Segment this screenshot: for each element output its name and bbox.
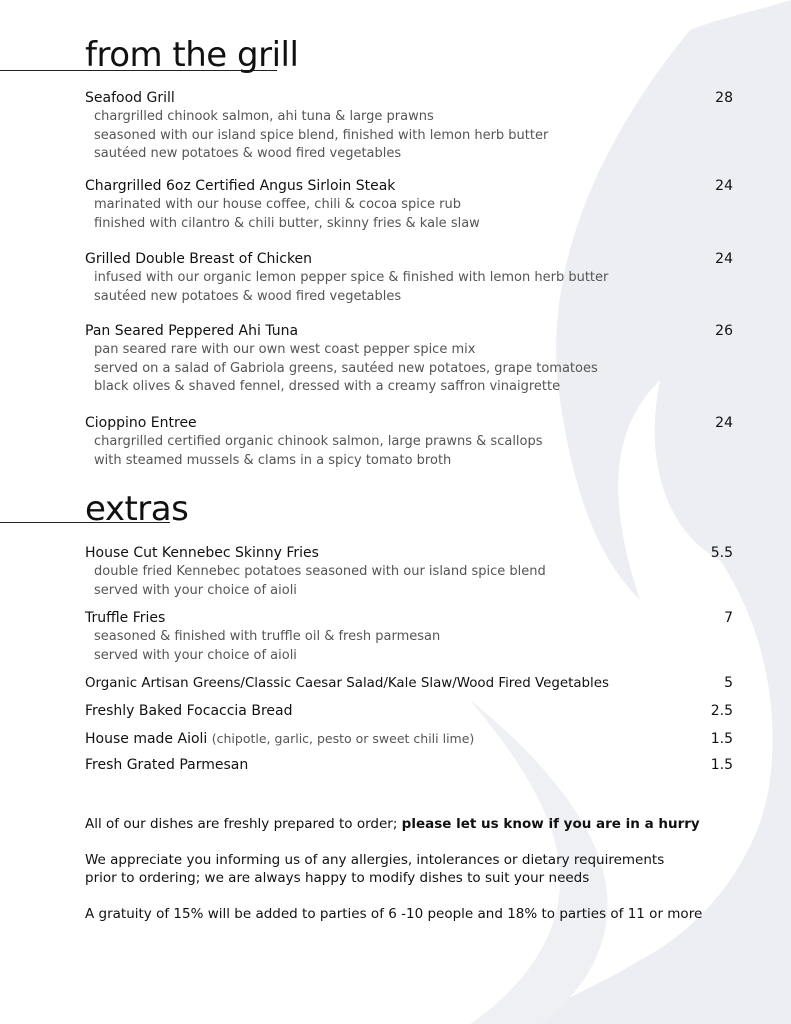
menu-item (85, 673, 733, 694)
desc-line: infused with our organic lemon pepper spice & finished with lemon herb butter (94, 270, 609, 285)
item-name: Fresh Grated Parmesan (85, 757, 249, 773)
menu-item (85, 543, 733, 600)
item-name: Pan Seared Peppered Ahi Tuna (85, 323, 299, 339)
item-description (85, 108, 733, 164)
menu-item (85, 755, 733, 775)
desc-line: with steamed mussels & clams in a spicy tomato broth (94, 452, 452, 468)
menu-item (85, 88, 733, 164)
menu-item (85, 701, 733, 721)
desc-line: served on a salad of Gabriola greens, sautéed new potatoes, grape tomatoes (94, 360, 598, 376)
item-name: House Cut Kennebec Skinny Fries (85, 545, 319, 561)
item-name-group (85, 729, 474, 749)
footer-notice-allergies (85, 851, 664, 887)
desc-line: served with your choice of aioli (94, 647, 297, 663)
item-price: 26 (715, 323, 733, 339)
item-price: 5 (724, 675, 733, 691)
item-price: 24 (715, 178, 733, 194)
item-name: Organic Artisan Greens/Classic Caesar Salad/Kale Slaw/Wood Fired Vegetables (85, 676, 609, 691)
item-price: 1.5 (710, 731, 733, 747)
item-description (85, 269, 733, 306)
footer-text: A gratuity of 15% will be added to parties of 6 -10 people and 18% to parties of 11 or more (85, 906, 703, 922)
item-name: House made Aioli (85, 731, 208, 747)
footer-text: prior to ordering; we are always happy to modify dishes to suit your needs (85, 870, 590, 886)
menu-item (85, 729, 733, 749)
desc-line: served with your choice of aioli (94, 582, 297, 598)
item-description (85, 628, 733, 665)
desc-line: double fried Kennebec potatoes seasoned with our island spice blend (94, 564, 546, 579)
footer-notice-hurry (85, 815, 700, 833)
desc-line: black olives & shaved fennel, dressed with a creamy saffron vinaigrette (94, 379, 561, 394)
section-title-extras: extras (85, 489, 189, 529)
item-price: 5.5 (710, 545, 733, 561)
item-name: Seafood Grill (85, 90, 175, 106)
item-price: 28 (715, 90, 733, 106)
footer-bold-text: please let us know if you are in a hurry (401, 816, 700, 832)
desc-line: chargrilled chinook salmon, ahi tuna & large prawns (94, 109, 434, 124)
desc-line: sautéed new potatoes & wood fired vegetables (94, 288, 402, 304)
desc-line: sautéed new potatoes & wood fired vegetables (94, 146, 402, 161)
menu-item (85, 176, 733, 233)
item-note: (chipotle, garlic, pesto or sweet chili lime) (211, 731, 475, 746)
footer-text: We appreciate you informing us of any allergies, intolerances or dietary requirements (85, 852, 665, 868)
menu-item (85, 249, 733, 306)
desc-line: finished with cilantro & chili butter, skinny fries & kale slaw (94, 215, 480, 231)
item-name: Cioppino Entree (85, 415, 197, 431)
item-price: 7 (724, 610, 733, 626)
item-name: Chargrilled 6oz Certified Angus Sirloin Steak (85, 178, 396, 194)
desc-line: seasoned with our island spice blend, finished with lemon herb butter (94, 127, 549, 143)
item-name: Freshly Baked Focaccia Bread (85, 703, 293, 719)
item-description (85, 341, 733, 397)
menu-item (85, 608, 733, 665)
section-title-grill: from the grill (85, 35, 299, 75)
item-description (85, 196, 733, 233)
menu-item (85, 321, 733, 397)
item-description (85, 433, 733, 470)
footer-text: All of our dishes are freshly prepared to order; (85, 816, 402, 832)
footer-notice-gratuity (85, 905, 702, 923)
item-price: 1.5 (710, 757, 733, 773)
item-description (85, 563, 733, 600)
item-price: 2.5 (710, 703, 733, 719)
item-name: Grilled Double Breast of Chicken (85, 251, 313, 267)
desc-line: chargrilled certified organic chinook salmon, large prawns & scallops (94, 434, 543, 449)
desc-line: seasoned & finished with truffle oil & fresh parmesan (94, 629, 441, 644)
item-price: 24 (715, 251, 733, 267)
item-price: 24 (715, 415, 733, 431)
desc-line: marinated with our house coffee, chili & cocoa spice rub (94, 197, 461, 212)
desc-line: pan seared rare with our own west coast pepper spice mix (94, 342, 476, 357)
item-name: Truffle Fries (85, 610, 166, 626)
menu-item (85, 413, 733, 470)
